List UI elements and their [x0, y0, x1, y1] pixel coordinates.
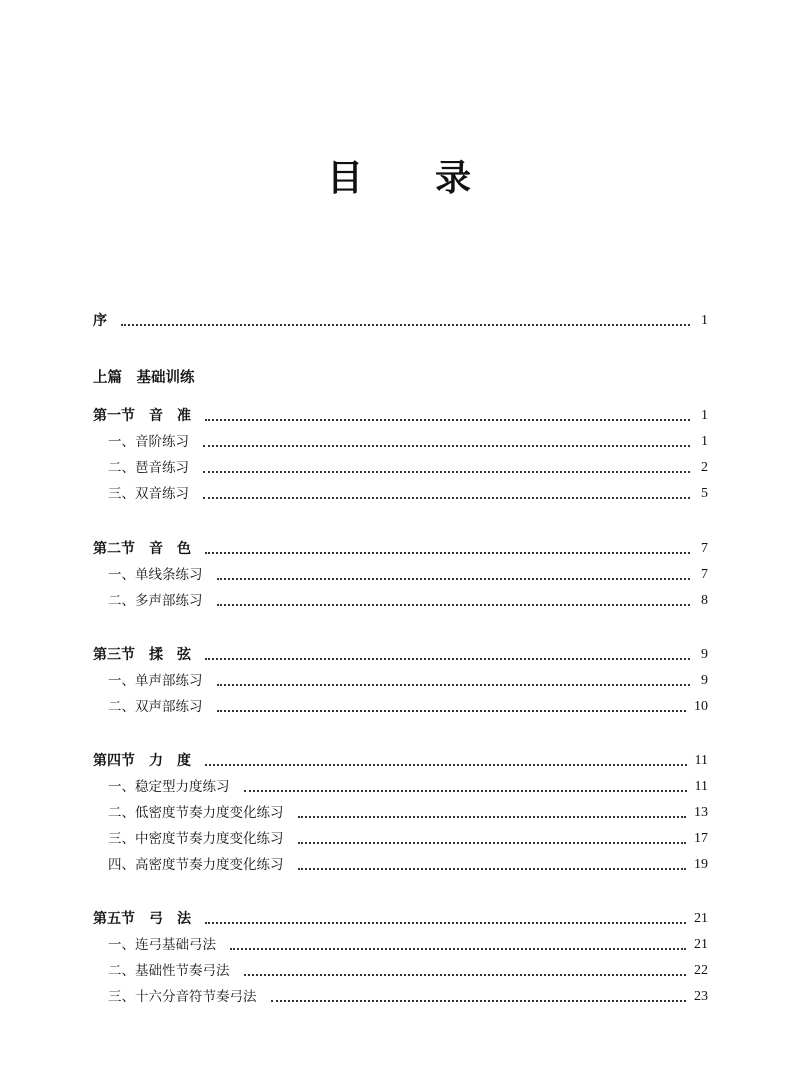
- dot-leader: [298, 841, 687, 844]
- toc-item[interactable]: [108, 852, 708, 874]
- dot-leader: [203, 444, 690, 447]
- toc-section-label: 第五节 弓 法: [93, 911, 191, 927]
- toc-item[interactable]: [108, 800, 708, 822]
- toc-page-number: 8: [701, 593, 708, 608]
- toc-section-label: 第三节 揉 弦: [93, 647, 191, 663]
- toc-page-number: 9: [701, 673, 708, 688]
- toc-entry-preface[interactable]: [93, 308, 708, 330]
- toc-page-number: 19: [694, 857, 708, 872]
- dot-leader: [203, 496, 690, 499]
- toc-item-label: 一、单线条练习: [108, 567, 203, 583]
- toc-item-label: 一、稳定型力度练习: [108, 779, 230, 795]
- toc-item-label: 二、多声部练习: [108, 593, 203, 609]
- dot-leader: [244, 789, 687, 792]
- dot-leader: [205, 921, 686, 924]
- toc-page-number: 7: [701, 567, 708, 582]
- toc-section[interactable]: [93, 748, 708, 770]
- toc-page-number: 22: [694, 963, 708, 978]
- title-char-1: 目: [326, 158, 365, 199]
- toc-item[interactable]: [108, 668, 708, 690]
- toc-section[interactable]: [93, 403, 708, 425]
- dot-leader: [217, 709, 687, 712]
- toc-page-number: 1: [701, 408, 708, 423]
- toc-item[interactable]: [108, 455, 708, 477]
- toc-page-number: 21: [694, 937, 708, 952]
- toc-page-number: 9: [701, 647, 708, 662]
- toc-item-label: 二、双声部练习: [108, 699, 203, 715]
- toc-entry-label: 序: [93, 313, 107, 329]
- toc-page-number: 21: [694, 911, 708, 926]
- dot-leader: [217, 577, 691, 580]
- toc-item[interactable]: [108, 958, 708, 980]
- toc-item[interactable]: [108, 932, 708, 954]
- dot-leader: [271, 999, 687, 1002]
- dot-leader: [205, 657, 690, 660]
- toc-item-label: 三、双音练习: [108, 486, 189, 502]
- toc-section-label: 第四节 力 度: [93, 753, 191, 769]
- dot-leader: [205, 418, 690, 421]
- toc-item-label: 三、中密度节奏力度变化练习: [108, 831, 284, 847]
- toc-item[interactable]: [108, 429, 708, 451]
- dot-leader: [205, 763, 687, 766]
- toc-section[interactable]: [93, 642, 708, 664]
- toc-item[interactable]: [108, 984, 708, 1006]
- toc-item-label: 一、连弓基础弓法: [108, 937, 216, 953]
- toc-item[interactable]: [108, 826, 708, 848]
- toc-item-label: 二、基础性节奏弓法: [108, 963, 230, 979]
- dot-leader: [205, 551, 690, 554]
- toc-section-label: 第一节 音 准: [93, 408, 191, 424]
- toc-page-number: 1: [701, 434, 708, 449]
- toc-item[interactable]: [108, 588, 708, 610]
- dot-leader: [244, 973, 687, 976]
- toc-page-number: 1: [701, 313, 708, 328]
- dot-leader: [298, 867, 687, 870]
- dot-leader: [230, 947, 686, 950]
- toc-item-label: 二、低密度节奏力度变化练习: [108, 805, 284, 821]
- toc-page-number: 23: [694, 989, 708, 1004]
- page-title: [0, 150, 800, 201]
- toc-section-label: 第二节 音 色: [93, 541, 191, 557]
- part-heading: 上篇 基础训练: [93, 369, 195, 386]
- toc-page-number: 11: [694, 753, 708, 768]
- toc-section[interactable]: [93, 906, 708, 928]
- toc-item-label: 一、单声部练习: [108, 673, 203, 689]
- toc-page-number: 13: [694, 805, 708, 820]
- toc-item-label: 二、琶音练习: [108, 460, 189, 476]
- toc-item-label: 三、十六分音符节奏弓法: [108, 989, 257, 1005]
- dot-leader: [217, 683, 691, 686]
- toc-page-number: 11: [694, 779, 708, 794]
- dot-leader: [203, 470, 690, 473]
- toc-item-label: 四、高密度节奏力度变化练习: [108, 857, 284, 873]
- title-char-2: 录: [435, 158, 474, 199]
- dot-leader: [217, 603, 691, 606]
- toc-item-label: 一、音阶练习: [108, 434, 189, 450]
- toc-page-number: 2: [701, 460, 708, 475]
- toc-page-number: 5: [701, 486, 708, 501]
- toc-page-number: 7: [701, 541, 708, 556]
- dot-leader: [121, 323, 690, 326]
- toc-item[interactable]: [108, 694, 708, 716]
- toc-page-number: 17: [694, 831, 708, 846]
- toc-item[interactable]: [108, 774, 708, 796]
- toc-page-number: 10: [694, 699, 708, 714]
- toc-item[interactable]: [108, 481, 708, 503]
- toc-section[interactable]: [93, 536, 708, 558]
- toc-item[interactable]: [108, 562, 708, 584]
- dot-leader: [298, 815, 687, 818]
